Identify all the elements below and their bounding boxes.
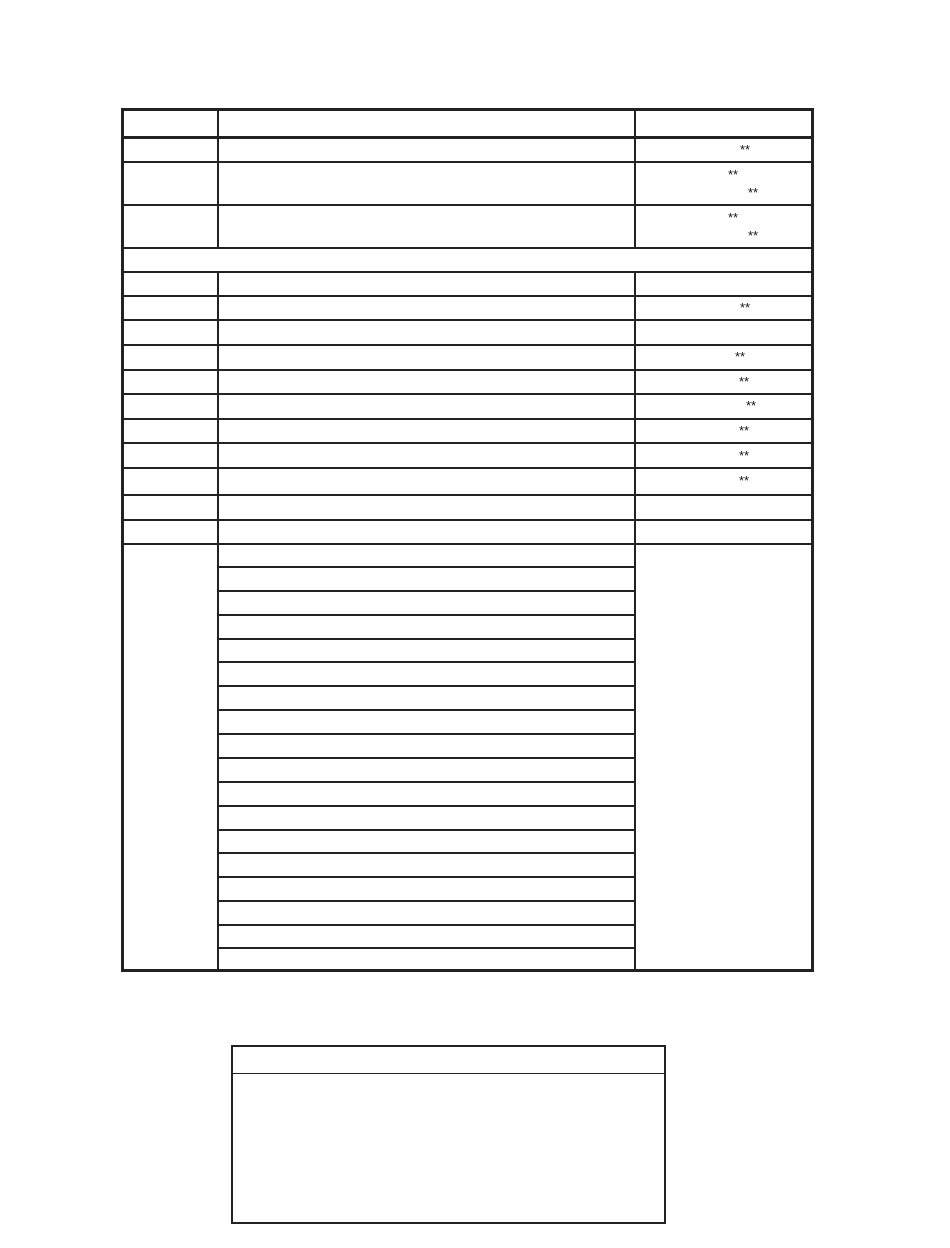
row-rule [121,319,814,321]
row-rule [121,247,814,249]
row-rule [121,519,814,521]
sub-row-rule [218,661,636,663]
sub-row-rule [218,947,636,949]
row-rule [121,295,814,297]
significance-mark: ** [748,228,759,243]
sub-row-rule [218,829,636,831]
row-rule [121,418,814,420]
significance-mark: ** [740,142,751,157]
box-border-top [231,1045,666,1047]
table-border-left [121,108,124,972]
significance-mark: ** [746,398,757,413]
row-rule [121,271,814,273]
row-rule [121,204,814,206]
significance-mark: ** [739,448,750,463]
significance-mark: ** [739,374,750,389]
table-border-bottom [121,969,814,972]
sub-row-rule [218,781,636,783]
sub-row-rule [218,614,636,616]
row-rule [121,344,814,346]
box-border-bottom [231,1222,666,1224]
sub-row-rule [218,638,636,640]
column-divider-2 [634,108,636,248]
table-border-right [811,108,814,972]
row-rule [121,543,814,545]
sub-row-rule [218,590,636,592]
column-divider-1 [217,108,219,248]
sub-row-rule [218,876,636,878]
header-rule [121,136,814,139]
sub-row-rule [218,757,636,759]
sub-row-rule [218,852,636,854]
column-divider-1-lower [217,271,219,969]
significance-mark: ** [735,349,746,364]
sub-row-rule [218,685,636,687]
sub-row-rule [218,924,636,926]
box-border-left [231,1045,233,1224]
significance-mark: ** [739,473,750,488]
bottom-box [231,1045,666,1224]
column-divider-2-lower [634,271,636,969]
table-border-top [121,108,814,111]
sub-row-rule [218,733,636,735]
sub-row-rule [218,900,636,902]
significance-mark: ** [728,167,739,182]
row-rule [121,161,814,163]
significance-mark: ** [739,423,750,438]
row-rule [121,442,814,444]
row-rule [121,369,814,371]
significance-mark: ** [728,210,739,225]
box-border-right [664,1045,666,1224]
significance-mark: ** [748,185,759,200]
significance-mark: ** [740,300,751,315]
sub-row-rule [218,805,636,807]
box-header-rule [231,1073,666,1074]
row-rule [121,393,814,395]
sub-row-rule [218,566,636,568]
main-table [121,108,814,972]
row-rule [121,467,814,469]
sub-row-rule [218,709,636,711]
row-rule [121,494,814,496]
